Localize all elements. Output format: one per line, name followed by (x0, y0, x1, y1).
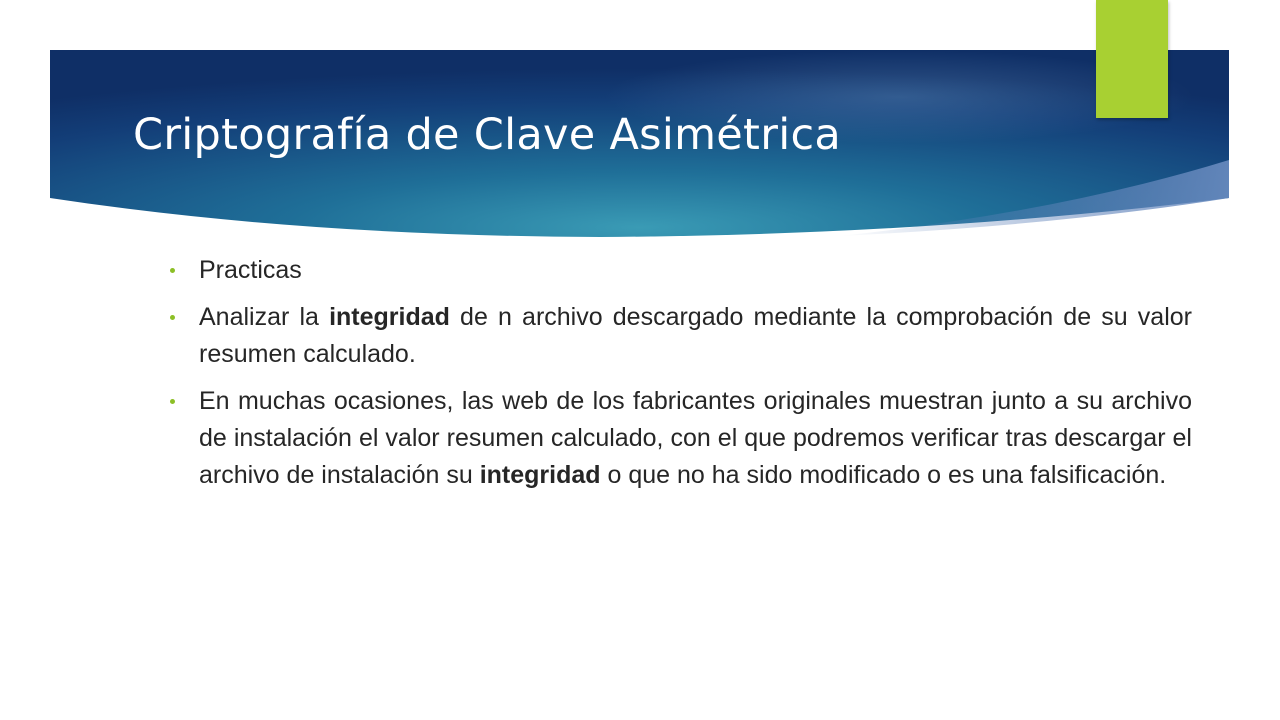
bullet-text-start: Analizar la (199, 303, 330, 331)
bullet-text: Practicas (199, 256, 302, 284)
slide-title: Criptografía de Clave Asimétrica (133, 110, 842, 160)
bullet-dot-icon (170, 268, 175, 273)
bullet-text-bold: integridad (329, 303, 450, 331)
bullet-text-end: o que no ha sido modificado o es una falsificación. (600, 461, 1167, 489)
bullet-text-end: de n archivo descargado mediante la comprobación de su valor resumen calculado. (199, 303, 1192, 368)
bullet-text-bold: integridad (479, 461, 601, 489)
list-item (168, 299, 1192, 373)
green-accent-tab (1096, 0, 1168, 118)
bullet-text-start: En muchas ocasiones, las web de los fabricantes originales muestran junto a su archivo de instalación el valor resumen calculado, con el que podremos verificar tras descargar el archivo de instalación su (199, 387, 1192, 489)
list-item (168, 383, 1192, 494)
bullet-dot-icon (170, 399, 175, 404)
bullet-dot-icon (170, 315, 175, 320)
bullet-list (168, 252, 1192, 494)
list-item (168, 252, 1192, 289)
